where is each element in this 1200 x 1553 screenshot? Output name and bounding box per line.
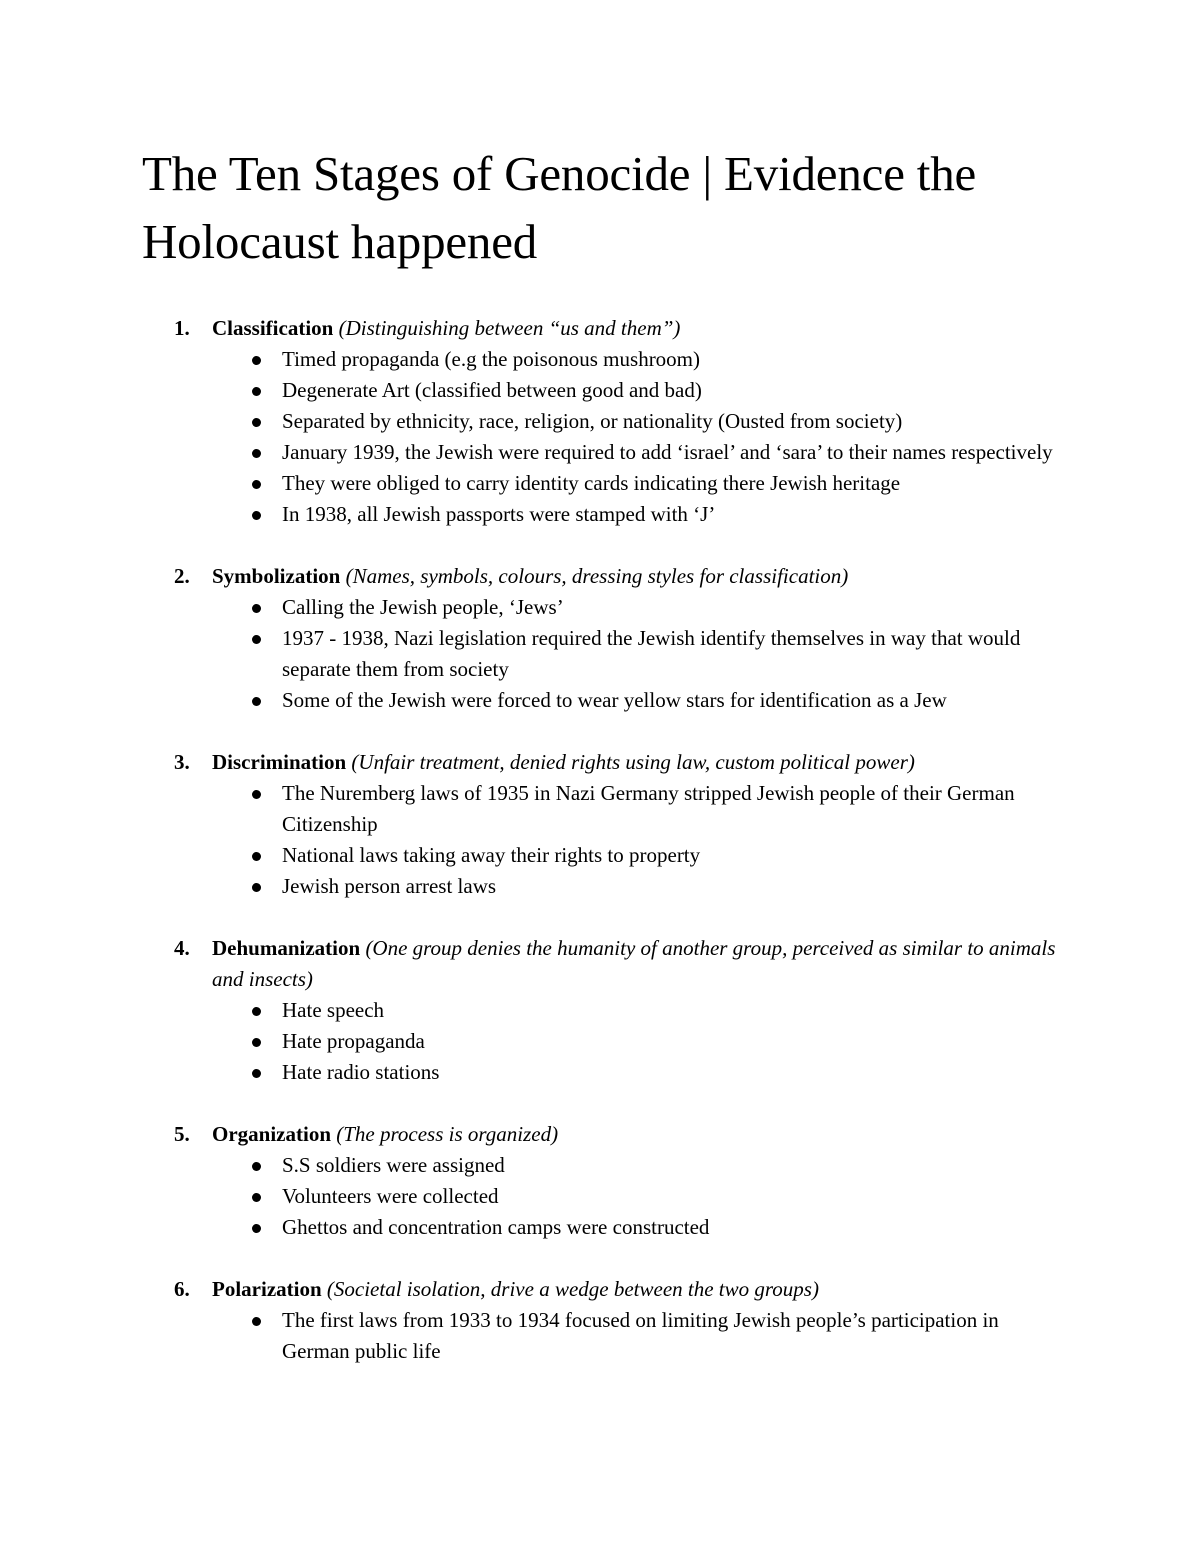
stage-symbolization	[142, 561, 1062, 716]
stage-description: (Names, symbols, colours, dressing styles for classification)	[345, 564, 849, 588]
bullet-icon	[252, 1069, 261, 1078]
list-item: The first laws from 1933 to 1934 focused on limiting Jewish people’s participation in German public life	[212, 1305, 1062, 1367]
stage-description: (Unfair treatment, denied rights using law, custom political power)	[351, 750, 915, 774]
list-item: Volunteers were collected	[212, 1181, 1062, 1212]
list-item: Separated by ethnicity, race, religion, or nationality (Ousted from society)	[212, 406, 1062, 437]
stage-name: Classification	[212, 316, 334, 340]
stage-name: Symbolization	[212, 564, 341, 588]
bullet-icon	[252, 418, 261, 427]
list-item: Hate propaganda	[212, 1026, 1062, 1057]
list-item: National laws taking away their rights to property	[212, 840, 1062, 871]
list-item: S.S soldiers were assigned	[212, 1150, 1062, 1181]
stage-polarization	[142, 1274, 1062, 1367]
stage-name: Discrimination	[212, 750, 347, 774]
bullet-icon	[252, 883, 261, 892]
stage-number: 3.	[174, 750, 190, 774]
bullet-icon	[252, 1317, 261, 1326]
bullet-icon	[252, 697, 261, 706]
list-item: Some of the Jewish were forced to wear yellow stars for identification as a Jew	[212, 685, 1062, 716]
bullet-icon	[252, 449, 261, 458]
stage-description: (Societal isolation, drive a wedge between the two groups)	[326, 1277, 819, 1301]
bullet-icon	[252, 790, 261, 799]
bullet-icon	[252, 387, 261, 396]
bullet-icon	[252, 1193, 261, 1202]
stage-points	[212, 778, 1062, 902]
bullet-icon	[252, 635, 261, 644]
stage-description: (The process is organized)	[336, 1122, 559, 1146]
stage-name: Organization	[212, 1122, 331, 1146]
bullet-icon	[252, 1007, 261, 1016]
list-item: They were obliged to carry identity cards indicating there Jewish heritage	[212, 468, 1062, 499]
bullet-icon	[252, 356, 261, 365]
stage-description: (Distinguishing between “us and them”)	[338, 316, 681, 340]
stage-points	[212, 592, 1062, 716]
stage-points	[212, 1305, 1062, 1367]
bullet-icon	[252, 480, 261, 489]
bullet-icon	[252, 1224, 261, 1233]
bullet-icon	[252, 511, 261, 520]
list-item: Ghettos and concentration camps were constructed	[212, 1212, 1062, 1243]
stage-name: Dehumanization	[212, 936, 361, 960]
stages-list	[142, 313, 1062, 1367]
stage-classification	[142, 313, 1062, 530]
stage-points	[212, 344, 1062, 530]
document-title: The Ten Stages of Genocide | Evidence the Holocaust happened	[142, 146, 977, 269]
stage-points	[212, 995, 1062, 1088]
stage-number: 1.	[174, 316, 190, 340]
stage-number: 4.	[174, 936, 190, 960]
stage-number: 2.	[174, 564, 190, 588]
list-item: Calling the Jewish people, ‘Jews’	[212, 592, 1062, 623]
stage-discrimination	[142, 747, 1062, 902]
stage-number: 5.	[174, 1122, 190, 1146]
list-item: January 1939, the Jewish were required to add ‘israel’ and ‘sara’ to their names respectively	[212, 437, 1062, 468]
list-item: Hate speech	[212, 995, 1062, 1026]
stage-dehumanization	[142, 933, 1062, 1088]
bullet-icon	[252, 604, 261, 613]
list-item: Degenerate Art (classified between good and bad)	[212, 375, 1062, 406]
bullet-icon	[252, 1038, 261, 1047]
document-page	[142, 140, 1062, 1398]
list-item: Hate radio stations	[212, 1057, 1062, 1088]
list-item: 1937 - 1938, Nazi legislation required the Jewish identify themselves in way that would separate them from society	[212, 623, 1062, 685]
bullet-icon	[252, 852, 261, 861]
stage-description: (One group denies the humanity of another group, perceived as similar to animals and insects)	[212, 936, 1056, 991]
stage-name: Polarization	[212, 1277, 322, 1301]
stage-points	[212, 1150, 1062, 1243]
list-item: Jewish person arrest laws	[212, 871, 1062, 902]
stage-number: 6.	[174, 1277, 190, 1301]
stage-organization	[142, 1119, 1062, 1243]
bullet-icon	[252, 1162, 261, 1171]
list-item: Timed propaganda (e.g the poisonous mushroom)	[212, 344, 1062, 375]
list-item: The Nuremberg laws of 1935 in Nazi Germany stripped Jewish people of their German Citizenship	[212, 778, 1062, 840]
list-item: In 1938, all Jewish passports were stamped with ‘J’	[212, 499, 1062, 530]
